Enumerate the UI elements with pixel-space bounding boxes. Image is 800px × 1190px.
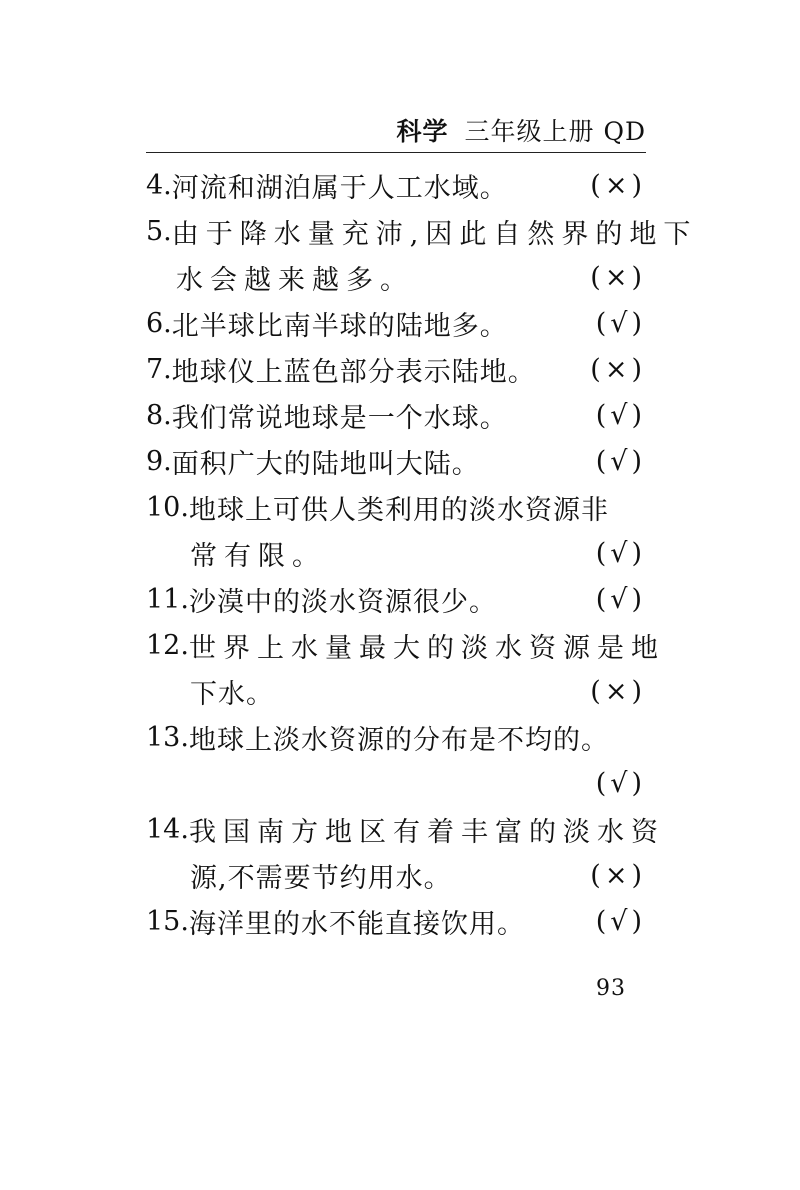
question-4: [146, 162, 646, 208]
question-13-continued: [146, 760, 646, 806]
answer-mark: (×): [590, 353, 646, 385]
question-number: 15.: [146, 905, 189, 937]
question-14: [146, 806, 665, 852]
question-text: 地球仪上蓝色部分表示陆地。: [171, 356, 536, 388]
question-text: 地球上淡水资源的分布是不均的。: [188, 724, 609, 756]
question-text-continued: 下水。: [190, 678, 274, 710]
question-text: 沙漠中的淡水资源很少。: [188, 586, 497, 618]
question-text: 我国南方地区有着丰富的淡水资: [188, 816, 665, 848]
question-number: 7.: [146, 353, 172, 385]
question-number: 14.: [146, 813, 189, 845]
question-text: 由于降水量充沛,因此自然界的地下: [171, 218, 698, 250]
question-text-continued: 源,不需要节约用水。: [190, 862, 452, 894]
question-list: [146, 162, 698, 944]
question-7: [146, 346, 646, 392]
question-10: [146, 484, 646, 530]
question-text: 地球上可供人类利用的淡水资源非: [188, 494, 609, 526]
question-number: 5.: [146, 215, 172, 247]
answer-mark: (×): [590, 261, 646, 293]
question-6: [146, 300, 646, 346]
question-12-continued: [146, 668, 646, 714]
question-number: 11.: [146, 583, 189, 615]
question-text: 世界上水量最大的淡水资源是地: [188, 632, 665, 664]
question-8: [146, 392, 646, 438]
header-subject: 科学: [396, 117, 449, 146]
question-text: 面积广大的陆地叫大陆。: [171, 448, 480, 480]
answer-mark: (√): [595, 767, 646, 799]
header-rule: [146, 152, 646, 153]
answer-mark: (√): [595, 445, 646, 477]
question-text: 河流和湖泊属于人工水域。: [171, 172, 508, 204]
question-text: 我们常说地球是一个水球。: [171, 402, 508, 434]
question-13: [146, 714, 646, 760]
page-number: 93: [596, 976, 626, 1001]
answer-mark: (√): [595, 399, 646, 431]
question-number: 13.: [146, 721, 189, 753]
question-number: 4.: [146, 169, 172, 201]
question-number: 10.: [146, 491, 189, 523]
question-text: 海洋里的水不能直接饮用。: [188, 908, 525, 940]
question-15: [146, 898, 646, 944]
header-grade: 三年级上册 QD: [464, 117, 646, 146]
question-text-continued: 常有限。: [190, 540, 326, 572]
answer-mark: (√): [595, 307, 646, 339]
answer-mark: (×): [590, 859, 646, 891]
question-text: 北半球比南半球的陆地多。: [171, 310, 508, 342]
question-11: [146, 576, 646, 622]
question-text-continued: 水会越来越多。: [176, 264, 414, 296]
answer-mark: (×): [590, 169, 646, 201]
answer-mark: (√): [595, 905, 646, 937]
question-5-continued: [146, 254, 646, 300]
answer-mark: (√): [595, 537, 646, 569]
question-number: 12.: [146, 629, 189, 661]
question-10-continued: [146, 530, 646, 576]
answer-mark: (√): [595, 583, 646, 615]
question-9: [146, 438, 646, 484]
question-12: [146, 622, 665, 668]
question-14-continued: [146, 852, 646, 898]
question-number: 9.: [146, 445, 172, 477]
question-5: [146, 208, 698, 254]
question-number: 8.: [146, 399, 172, 431]
page-header: [146, 112, 646, 148]
question-number: 6.: [146, 307, 172, 339]
answer-mark: (×): [590, 675, 646, 707]
